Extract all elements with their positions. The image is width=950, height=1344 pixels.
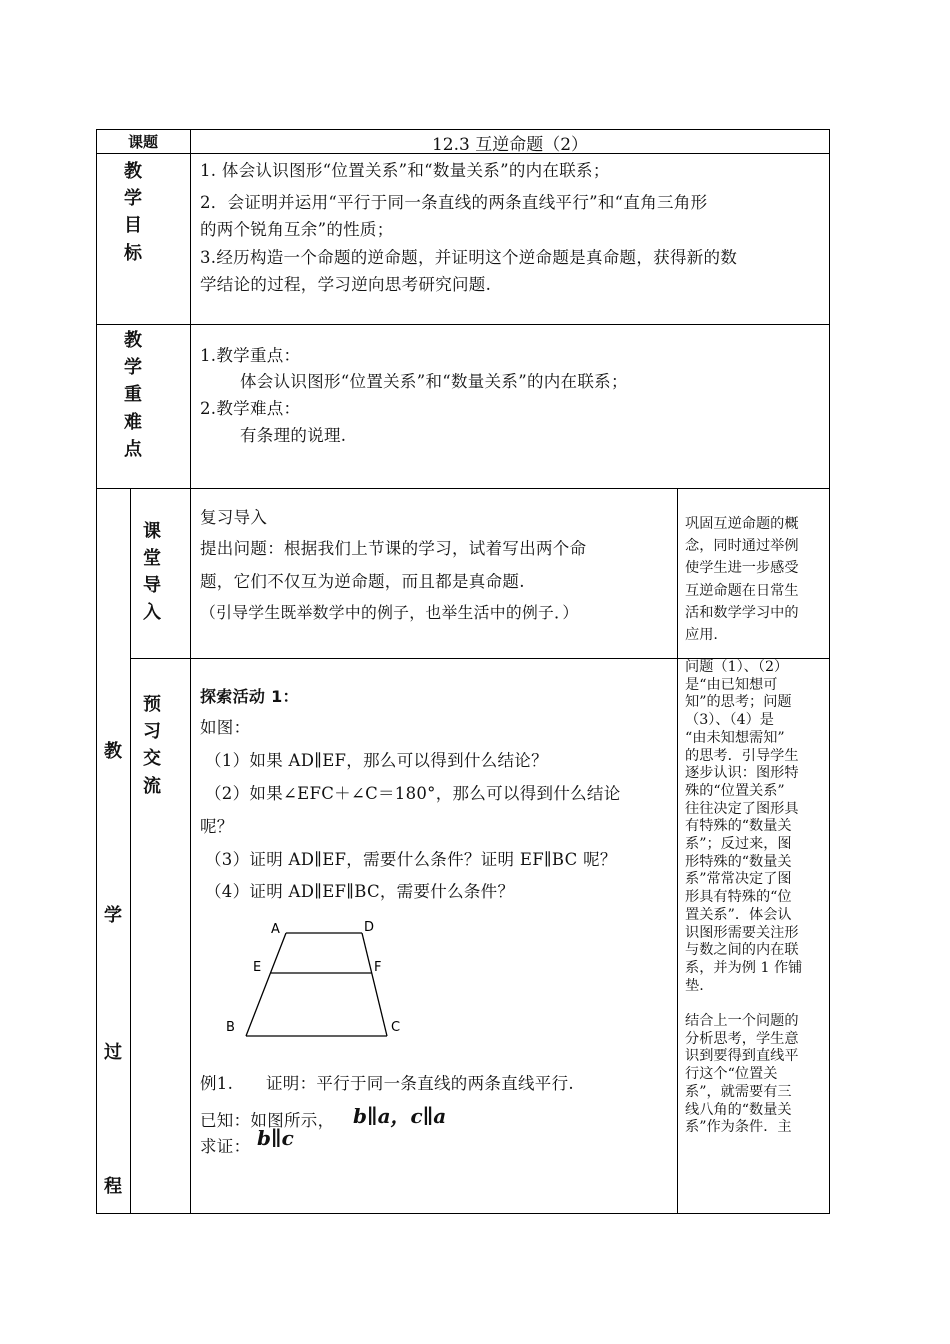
intro-note-line: 使学生进一步感受 [685, 560, 799, 577]
keypoint-heading-1: 1.教学重点： [200, 346, 301, 365]
activity-title: 探索活动 1： [200, 687, 299, 706]
preview-line-5: （3）证明 AD∥EF，需要什么条件？证明 EF∥BC 呢？ [205, 850, 617, 869]
table-left-border [96, 129, 97, 1214]
preview-note-line: 系”，就需要有三 [685, 1083, 792, 1100]
preview-note-line: 系”；反过来，图 [685, 836, 792, 853]
objective-line-5: 学结论的过程，学习逆向思考研究问题. [200, 275, 492, 294]
preview-note-line: 系”常常决定了图 [685, 871, 792, 888]
process-side-label-0: 教 [104, 741, 122, 762]
keypoints-side-label-0: 教 [124, 330, 142, 351]
preview-note-line: 识图形需要关注形 [685, 924, 799, 941]
preview-note-line: 往往决定了图形具 [685, 800, 799, 817]
preview-line-6: （4）证明 AD∥EF∥BC，需要什么条件？ [205, 882, 515, 901]
process-side-label-1: 学 [104, 905, 122, 926]
label-column-divider [190, 129, 191, 1214]
preview-note-line: 线八角的“数量关 [685, 1101, 792, 1118]
intro-note-line: 巩固互逆命题的概 [685, 516, 799, 532]
objectives-side-label-1: 学 [124, 188, 142, 209]
preview-note-line: 问题（1）、（2） [685, 659, 789, 675]
row-divider-keypoints [96, 488, 830, 489]
trapezoid-figure [220, 912, 410, 1042]
keypoints-side-label-4: 点 [124, 439, 142, 460]
header-label: 课题 [127, 133, 158, 151]
intro-line-3: （引导学生既举数学中的例子，也举生活中的例子．） [200, 603, 579, 622]
preview-note-line: 系”作为条件．主 [685, 1119, 792, 1136]
intro-label-2: 导 [143, 575, 161, 596]
example-text: 证明：平行于同一条直线的两条直线平行. [266, 1074, 574, 1093]
intro-note-line: 活和数学学习中的 [685, 604, 799, 621]
preview-note-line: “由未知想需知” [685, 729, 785, 746]
process-side-label-3: 程 [104, 1176, 122, 1197]
preview-note-line: 殊的“位置关系” [685, 782, 785, 799]
objectives-side-label-0: 教 [124, 161, 142, 182]
preview-note-line: （3）、（4）是 [685, 712, 774, 729]
example-label: 例1. [200, 1074, 234, 1093]
table-right-border [829, 129, 830, 1214]
process-sublabel-divider [130, 488, 131, 1214]
point-label-d: D [364, 920, 375, 935]
intro-line-1: 提出问题：根据我们上节课的学习，试着写出两个命 [200, 539, 587, 558]
point-label-b: B [226, 1020, 235, 1035]
objective-line-4: 3.经历构造一个命题的逆命题，并证明这个逆命题是真命题，获得新的数 [200, 248, 738, 267]
prove-math: b∥c [257, 1126, 294, 1150]
intro-line-2: 题，它们不仅互为逆命题，而且都是真命题. [200, 572, 525, 591]
intro-label-1: 堂 [143, 548, 161, 569]
intro-heading: 复习导入 [200, 508, 268, 527]
preview-line-3: （2）如果∠EFC＋∠C＝180°，那么可以得到什么结论 [205, 784, 621, 803]
segment-ab [246, 933, 286, 1036]
preview-line-1: 如图： [200, 718, 251, 737]
preview-note-line: 形特殊的“数量关 [685, 853, 792, 870]
preview-note-line: 识到要得到直线平 [685, 1048, 799, 1065]
intro-label-3: 入 [143, 602, 161, 623]
intro-label-0: 课 [143, 521, 161, 542]
intro-note-line: 应用. [685, 627, 718, 644]
point-label-c: C [391, 1020, 401, 1035]
preview-line-2: （1）如果 AD∥EF，那么可以得到什么结论？ [205, 751, 548, 770]
preview-note [685, 659, 823, 1137]
segment-dc [362, 933, 387, 1036]
preview-label-1: 习 [143, 721, 161, 742]
preview-note-line: 有特殊的“数量关 [685, 818, 792, 835]
keypoints-side-label-1: 学 [124, 357, 142, 378]
row-divider-objectives [96, 324, 830, 325]
given-label: 已知：如图所示， [200, 1111, 335, 1130]
prove-label: 求证： [200, 1137, 251, 1156]
keypoints-side-label-2: 重 [124, 384, 142, 405]
keypoint-heading-2: 2.教学难点： [200, 399, 301, 418]
preview-note-line: 逐步认识：图形特 [685, 765, 799, 782]
objectives-side-label-3: 标 [124, 243, 142, 264]
intro-note-line: 念，同时通过举例 [685, 538, 799, 555]
preview-note-spacer [685, 995, 823, 1013]
preview-note-line: 是“由已知想可 [685, 676, 778, 693]
objectives-side-label-2: 目 [124, 215, 142, 236]
intro-note [685, 513, 823, 646]
objective-line-3: 的两个锐角互余”的性质； [200, 220, 394, 239]
point-label-e: E [253, 960, 262, 975]
keypoint-text-1: 体会认识图形“位置关系”和“数量关系”的内在联系； [240, 372, 628, 391]
lesson-title: 12.3 互逆命题（2） [431, 135, 589, 155]
preview-label-0: 预 [143, 694, 161, 715]
preview-note-line: 置关系”．体会认 [685, 906, 792, 923]
objective-line-2: 2．会证明并运用“平行于同一条直线的两条直线平行”和“直角三角形 [200, 193, 708, 212]
preview-note-line: 行这个“位置关 [685, 1066, 778, 1083]
intro-note-line: 互逆命题在日常生 [685, 582, 799, 599]
preview-note-line: 的思考．引导学生 [685, 747, 799, 764]
keypoint-text-2: 有条理的说理. [240, 426, 347, 445]
point-label-f: F [374, 960, 382, 975]
preview-note-line: 分析思考，学生意 [685, 1030, 799, 1047]
preview-note-line: 知”的思考；问题 [685, 694, 792, 711]
note-column-divider [677, 488, 678, 1214]
preview-note-line: 系，并为例 1 作铺 [685, 959, 803, 976]
preview-note-line: 形具有特殊的“位 [685, 889, 792, 906]
preview-label-2: 交 [143, 748, 161, 769]
preview-label-3: 流 [143, 776, 161, 797]
preview-note-line: 与数之间的内在联 [685, 942, 799, 959]
point-label-a: A [271, 922, 280, 937]
keypoints-side-label-3: 难 [124, 412, 142, 433]
table-bottom-border [96, 1213, 830, 1214]
preview-note-line: 垫. [685, 977, 704, 994]
process-side-label-2: 过 [104, 1042, 122, 1063]
preview-note-line: 结合上一个问题的 [685, 1013, 799, 1030]
preview-line-4: 呢？ [200, 817, 234, 836]
objective-line-1: 1. 体会认识图形“位置关系”和“数量关系”的内在联系； [200, 161, 610, 180]
given-math: b∥a，c∥a [353, 1104, 447, 1128]
